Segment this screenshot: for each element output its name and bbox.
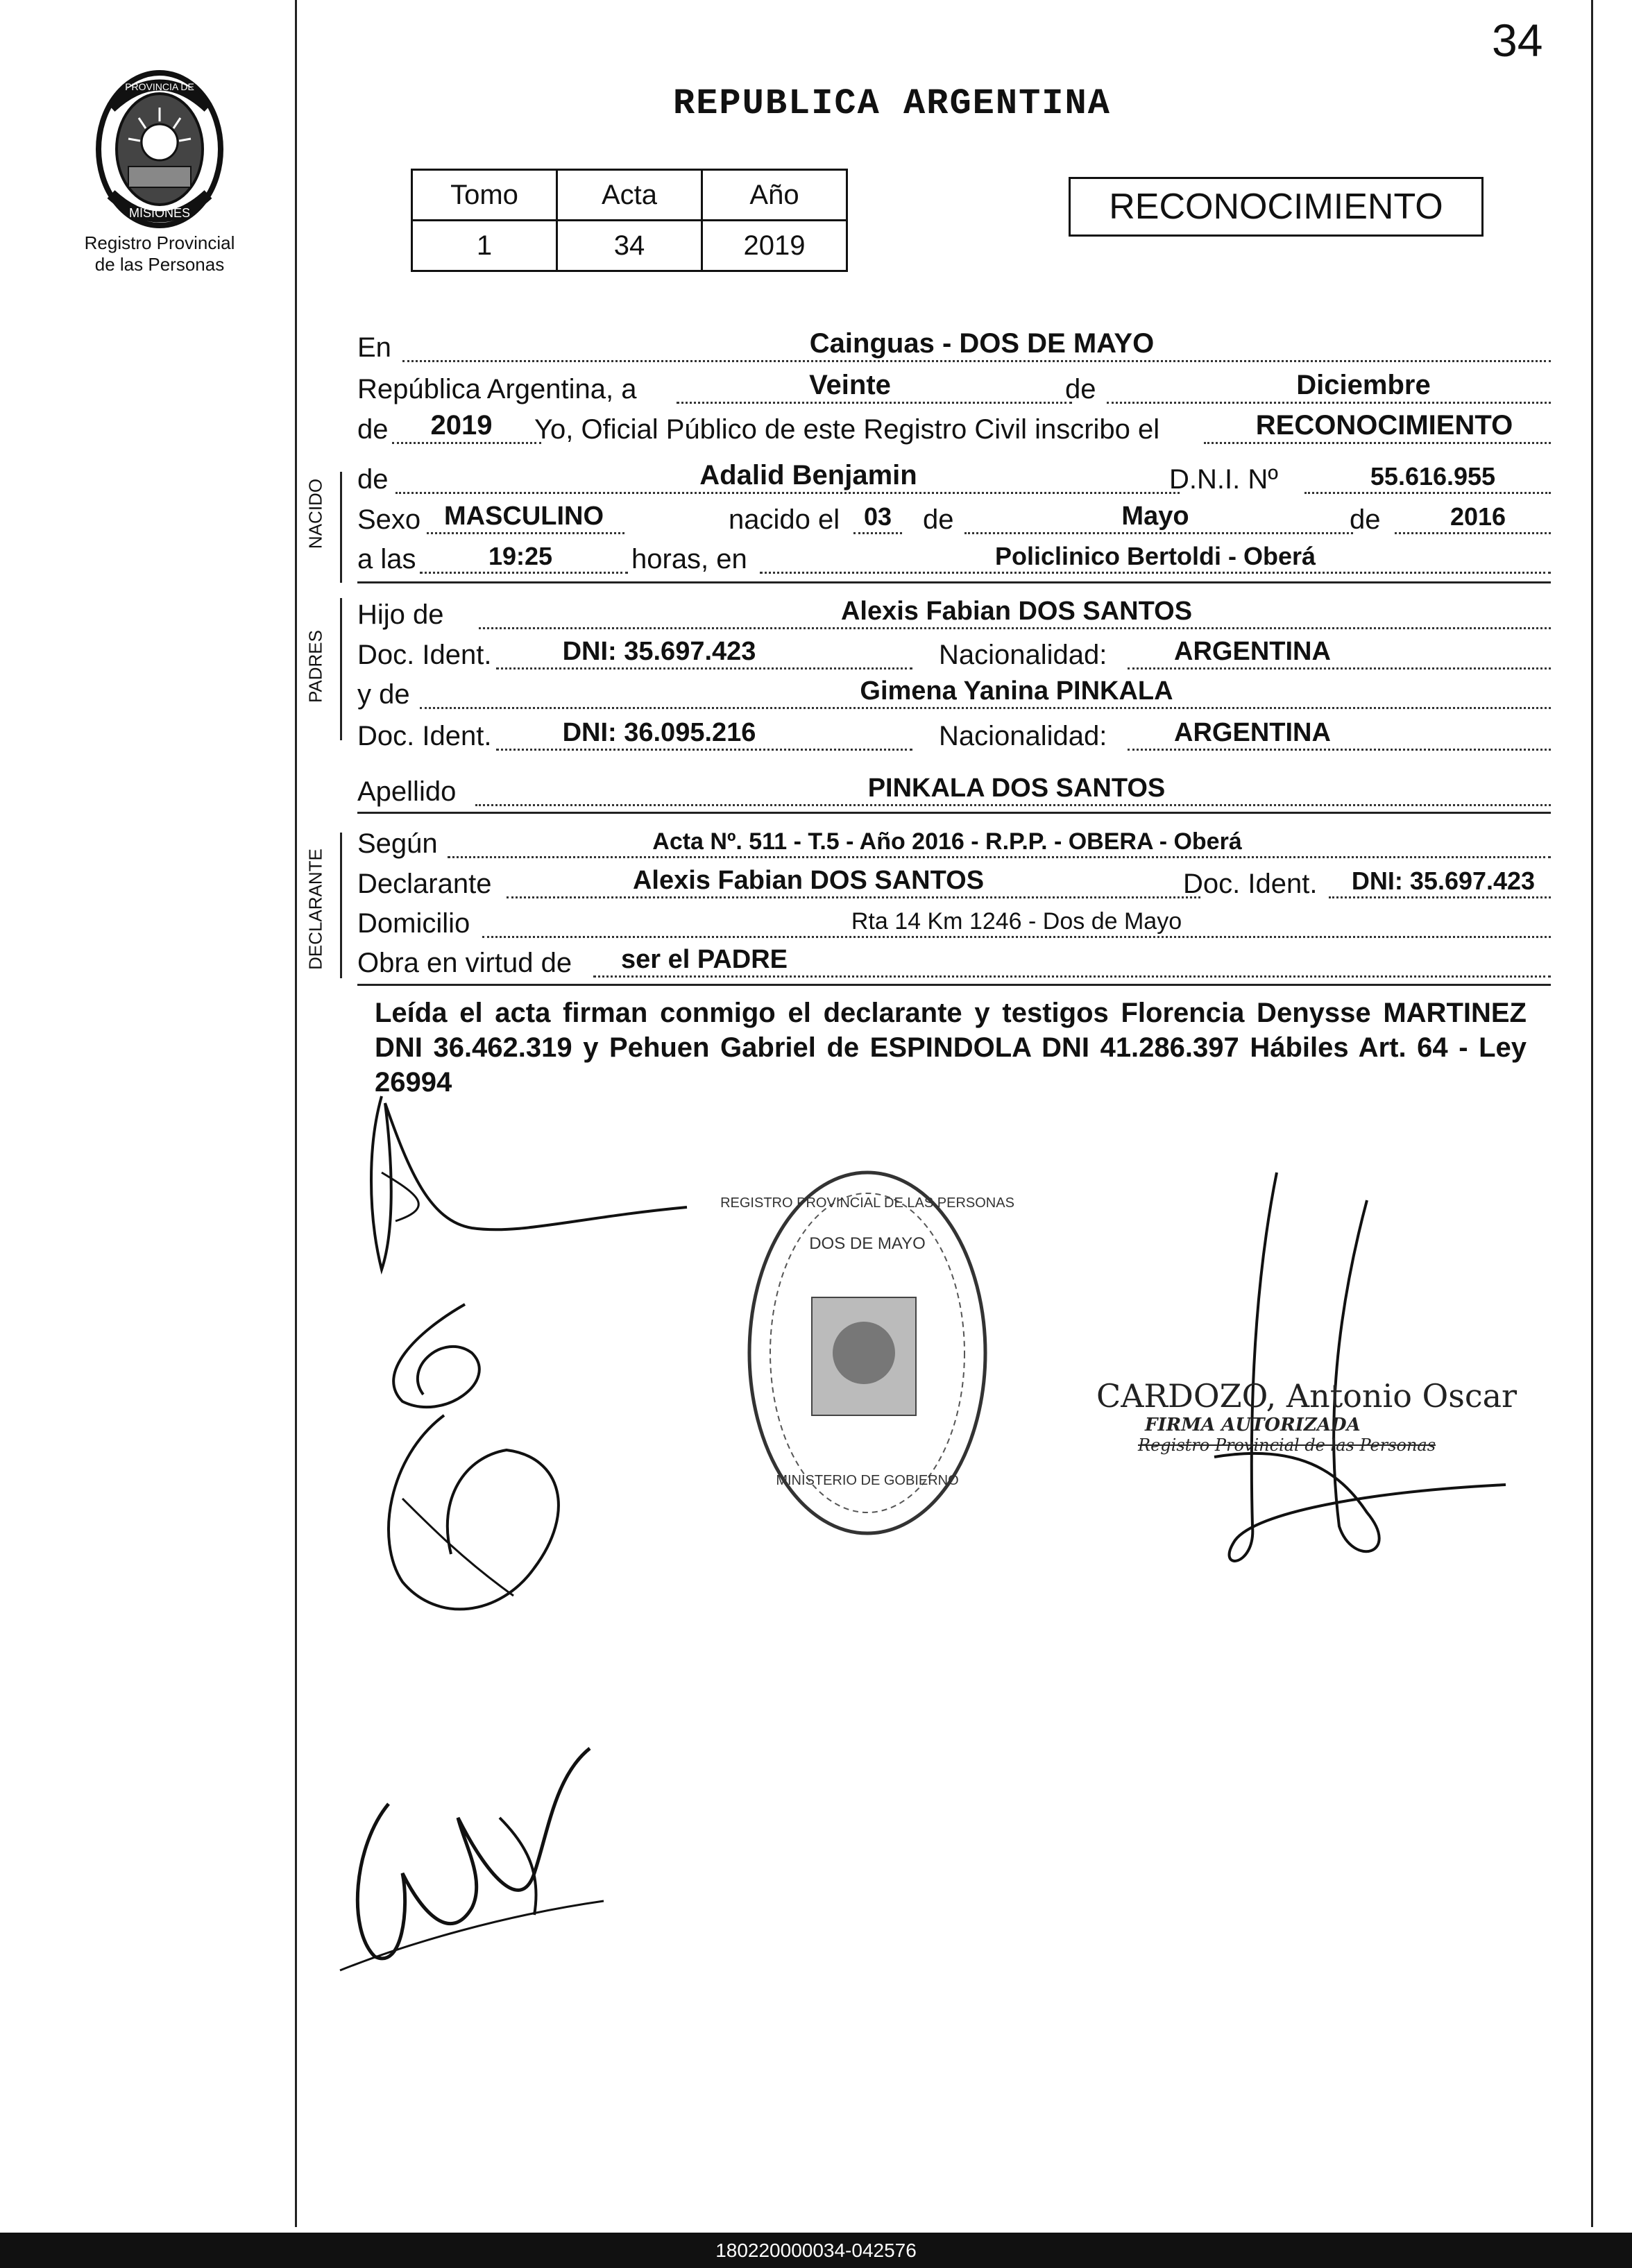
year-de-label: de bbox=[357, 414, 389, 445]
registry-label-line1: Registro Provincial bbox=[84, 232, 235, 253]
birth-de-label: de bbox=[923, 504, 954, 535]
row-date bbox=[357, 368, 1551, 409]
apellido-label: Apellido bbox=[357, 776, 457, 807]
birth-year: 2016 bbox=[1450, 502, 1506, 531]
value-tomo: 1 bbox=[412, 221, 557, 271]
apellido-value: PINKALA DOS SANTOS bbox=[867, 774, 1166, 803]
father-doc: DNI: 35.697.423 bbox=[562, 637, 756, 666]
closing-statement: Leída el acta firman conmigo el declarante y testigos Florencia Denysse MARTINEZ DNI 36.462.319 y Pehuen Gabriel de ESPINDOLA DNI 41.286.397 Hábiles Art. 64 - Ley 26994 bbox=[375, 998, 1527, 1098]
obra-value: ser el PADRE bbox=[620, 945, 788, 974]
header-acta: Acta bbox=[557, 170, 702, 221]
obra-label: Obra en virtud de bbox=[357, 948, 572, 978]
father-nationality-label: Nacionalidad: bbox=[939, 640, 1107, 670]
stamp-outer-text: REGISTRO PROVINCIAL DE LAS PERSONAS bbox=[720, 1195, 1014, 1211]
republica-label: República Argentina, a bbox=[357, 374, 637, 404]
record-number-table bbox=[411, 169, 848, 272]
registry-label-line2: de las Personas bbox=[94, 254, 225, 275]
row-apellido bbox=[357, 770, 1551, 812]
year-value: 2019 bbox=[430, 410, 493, 441]
stamp-inner-text: DOS DE MAYO bbox=[809, 1234, 926, 1253]
row-segun bbox=[357, 822, 1551, 864]
dni-label: D.N.I. Nº bbox=[1169, 464, 1278, 495]
signatory-name: CARDOZO, Antonio Oscar bbox=[1096, 1377, 1518, 1415]
value-ano: 2019 bbox=[702, 221, 847, 271]
separator-declarante bbox=[357, 984, 1551, 986]
day-value: Veinte bbox=[809, 370, 891, 400]
birth-de-label2: de bbox=[1350, 504, 1381, 535]
header-ano: Año bbox=[702, 170, 847, 221]
row-father-doc bbox=[357, 633, 1551, 675]
separator-nacido bbox=[357, 581, 1551, 583]
declarante-label: Declarante bbox=[357, 869, 492, 899]
row-mother-doc bbox=[357, 715, 1551, 756]
declarante-rule bbox=[340, 833, 342, 978]
inscribo-value: RECONOCIMIENTO bbox=[1255, 410, 1513, 441]
left-margin-rule bbox=[295, 0, 297, 2227]
hijo-de-label: Hijo de bbox=[357, 599, 444, 630]
padres-rule bbox=[340, 598, 342, 740]
month-value: Diciembre bbox=[1296, 370, 1431, 400]
child-name: Adalid Benjamin bbox=[699, 460, 917, 491]
mother-nationality-label: Nacionalidad: bbox=[939, 721, 1107, 751]
provincial-seal-logo bbox=[90, 66, 229, 232]
signatory-role: FIRMA AUTORIZADA bbox=[1145, 1415, 1361, 1435]
mother-nationality: ARGENTINA bbox=[1174, 718, 1331, 747]
horas-en-label: horas, en bbox=[631, 544, 747, 574]
signatory-org: Registro Provincial de las Personas bbox=[1138, 1435, 1436, 1455]
section-label-nacido: NACIDO bbox=[305, 478, 326, 549]
place-value: Cainguas - DOS DE MAYO bbox=[809, 328, 1155, 359]
domicilio-label: Domicilio bbox=[357, 908, 470, 939]
declarante-name: Alexis Fabian DOS SANTOS bbox=[632, 866, 985, 895]
official-stamp bbox=[720, 1159, 1014, 1547]
birth-time: 19:25 bbox=[488, 542, 553, 570]
document-barcode-number: 180220000034-042576 bbox=[0, 2233, 1632, 2268]
row-nacido-name bbox=[357, 458, 1551, 500]
row-declarante bbox=[357, 862, 1551, 904]
witness-signature-1 bbox=[354, 1089, 701, 1304]
sexo-label: Sexo bbox=[357, 504, 421, 535]
father-nationality: ARGENTINA bbox=[1174, 637, 1331, 666]
registry-label bbox=[66, 232, 253, 275]
date-de-label: de bbox=[1065, 374, 1096, 404]
child-dni: 55.616.955 bbox=[1370, 462, 1496, 491]
mother-doc-label: Doc. Ident. bbox=[357, 721, 492, 751]
birth-month: Mayo bbox=[1121, 502, 1189, 531]
declarante-doc: DNI: 35.697.423 bbox=[1351, 867, 1536, 895]
row-nacido-sex bbox=[357, 498, 1551, 540]
a-las-label: a las bbox=[357, 544, 416, 574]
birth-day: 03 bbox=[863, 502, 892, 531]
seal-text-bottom: MISIONES bbox=[128, 206, 191, 220]
row-obra bbox=[357, 941, 1551, 983]
header-tomo: Tomo bbox=[412, 170, 557, 221]
segun-label: Según bbox=[357, 828, 438, 859]
section-label-padres: PADRES bbox=[305, 630, 326, 703]
en-label: En bbox=[357, 332, 391, 363]
stamp-bottom-text: MINISTERIO DE GOBIERNO bbox=[776, 1473, 959, 1488]
nacido-de-label: de bbox=[357, 464, 389, 495]
seal-text-top: PROVINCIA DE bbox=[125, 81, 194, 92]
officer-signature bbox=[1076, 1166, 1520, 1582]
domicilio-value: Rta 14 Km 1246 - Dos de Mayo bbox=[851, 908, 1182, 935]
value-acta: 34 bbox=[557, 221, 702, 271]
witness-signature-3 bbox=[326, 1734, 618, 1984]
right-margin-rule bbox=[1591, 0, 1593, 2227]
birth-place: Policlinico Bertoldi - Oberá bbox=[994, 542, 1316, 570]
declarante-doc-label: Doc. Ident. bbox=[1183, 869, 1318, 899]
row-place bbox=[357, 326, 1551, 368]
witness-signature-2 bbox=[361, 1290, 611, 1637]
segun-value: Acta Nº. 511 - T.5 - Año 2016 - R.P.P. - OBERA - Oberá bbox=[652, 828, 1242, 855]
row-year bbox=[357, 408, 1551, 450]
authorized-signatory bbox=[1096, 1377, 1517, 1455]
row-nacido-time bbox=[357, 538, 1551, 579]
row-domicilio bbox=[357, 902, 1551, 944]
mother-doc: DNI: 36.095.216 bbox=[562, 718, 756, 747]
sexo-value: MASCULINO bbox=[443, 502, 604, 531]
section-label-declarante: DECLARANTE bbox=[305, 849, 326, 970]
page-number: 34 bbox=[1492, 15, 1543, 66]
row-mother-name bbox=[357, 673, 1551, 715]
nacido-rule bbox=[340, 472, 342, 583]
y-de-label: y de bbox=[357, 679, 410, 710]
country-title: REPUBLICA ARGENTINA bbox=[673, 83, 1111, 124]
mother-name: Gimena Yanina PINKALA bbox=[860, 676, 1173, 706]
act-type-box: RECONOCIMIENTO bbox=[1069, 177, 1484, 237]
inscribo-text: Yo, Oficial Público de este Registro Civil inscribo el bbox=[534, 414, 1160, 445]
nacido-el-label: nacido el bbox=[729, 504, 840, 535]
separator-apellido bbox=[357, 812, 1551, 814]
row-father-name bbox=[357, 593, 1551, 635]
father-doc-label: Doc. Ident. bbox=[357, 640, 492, 670]
father-name: Alexis Fabian DOS SANTOS bbox=[840, 597, 1193, 626]
